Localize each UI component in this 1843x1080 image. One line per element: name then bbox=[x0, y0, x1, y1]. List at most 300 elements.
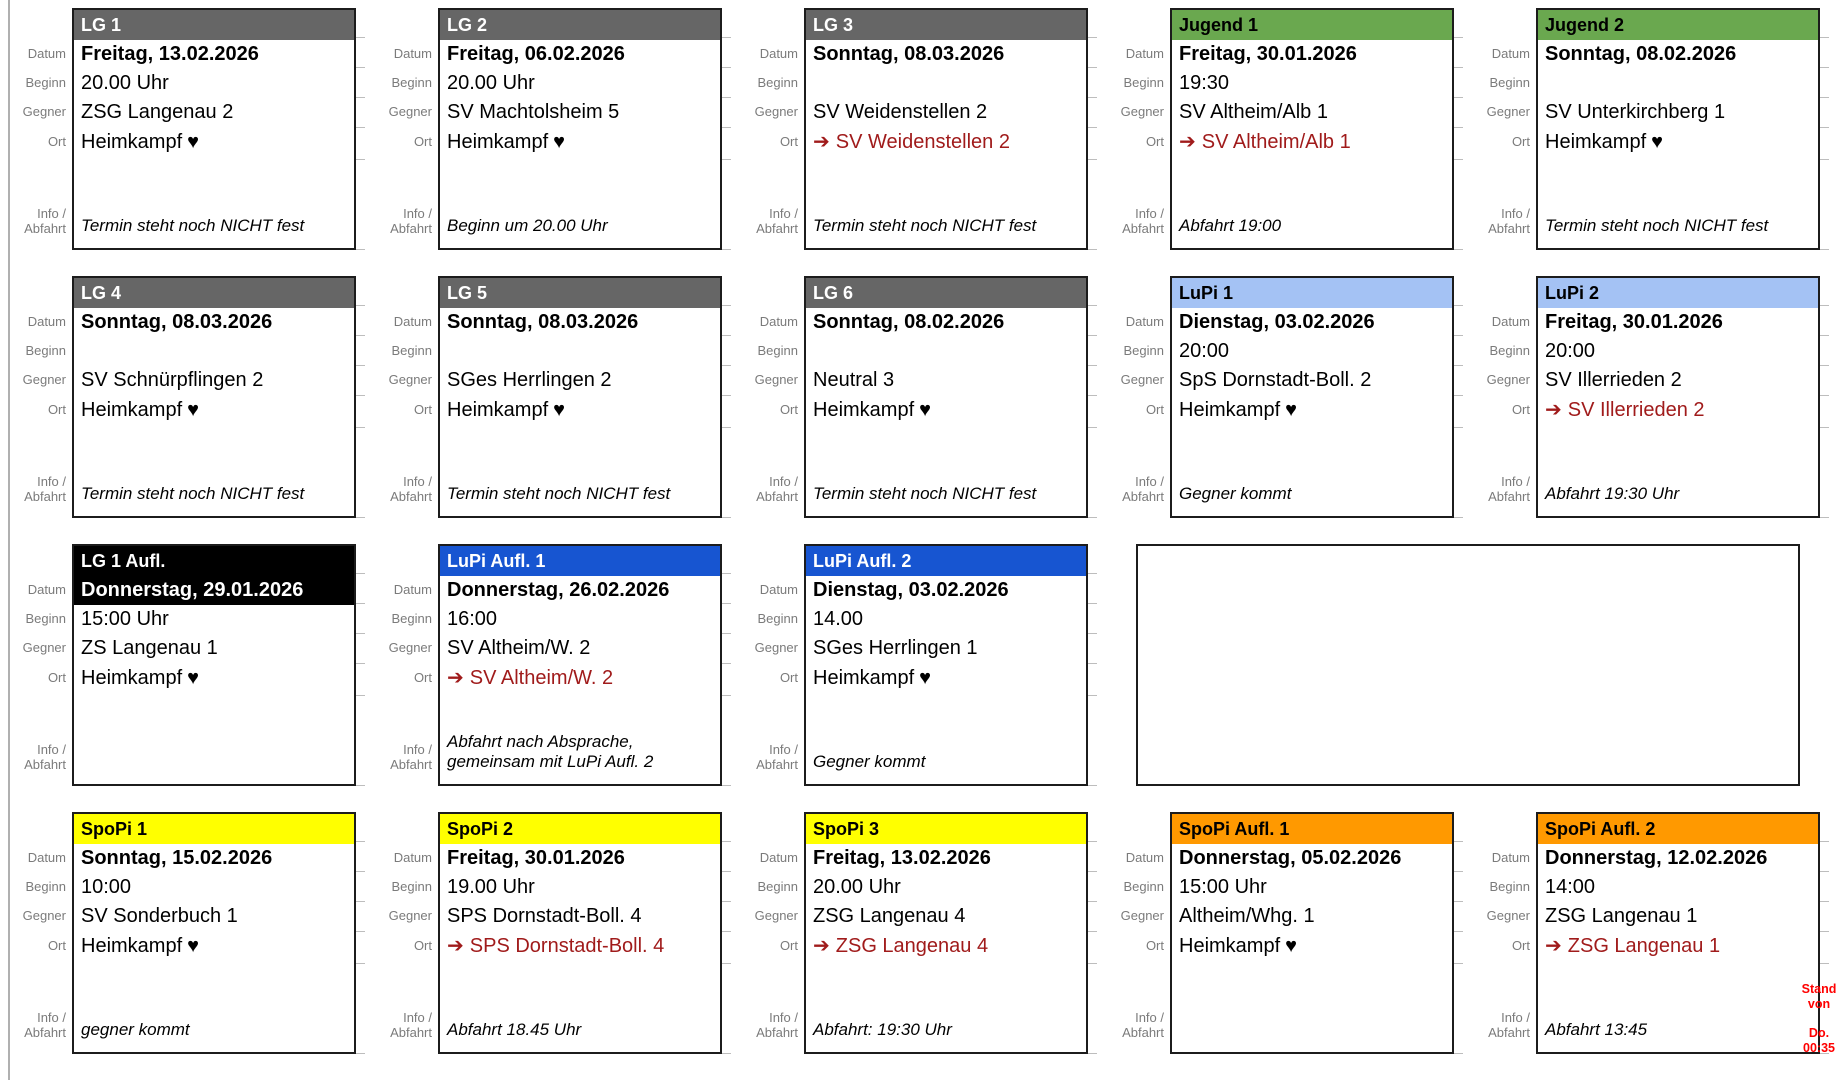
row-label-ort: Ort bbox=[779, 938, 798, 953]
row-label-datum: Datum bbox=[1125, 850, 1164, 865]
row-label-info-line1: Info / bbox=[1135, 474, 1164, 489]
row-label-datum: Datum bbox=[393, 582, 432, 597]
team-card-cell bbox=[1106, 8, 1472, 276]
tick bbox=[1820, 932, 1829, 964]
team-card bbox=[1536, 276, 1820, 518]
tick bbox=[356, 634, 365, 664]
card-info: Gegner kommt bbox=[813, 752, 926, 771]
team-card-cell bbox=[1472, 812, 1838, 1080]
away-arrow-icon: ➔ bbox=[1179, 131, 1196, 153]
card-ort-text: ZSG Langenau 1 bbox=[1567, 935, 1721, 957]
card-header: Jugend 2 bbox=[1538, 10, 1818, 40]
row-label-gegner: Gegner bbox=[754, 908, 798, 923]
row-label-gutter bbox=[1106, 8, 1170, 250]
gutter-header-spacer bbox=[1106, 276, 1164, 306]
card-info: Abfahrt 19:30 Uhr bbox=[1545, 484, 1680, 503]
team-card bbox=[804, 276, 1088, 518]
team-card-cell bbox=[740, 276, 1106, 544]
tick bbox=[1088, 336, 1097, 366]
card-info: Termin steht noch NICHT fest bbox=[81, 216, 305, 235]
card-gegner: Altheim/Whg. 1 bbox=[1179, 905, 1315, 927]
card-ort-text: Heimkampf bbox=[447, 399, 549, 421]
card-info: Termin steht noch NICHT fest bbox=[447, 484, 671, 503]
row-label-gutter bbox=[740, 812, 804, 1054]
card-ort-text: Heimkampf bbox=[1545, 131, 1647, 153]
row-label-info-line2: Abfahrt bbox=[756, 757, 798, 772]
tick bbox=[1088, 68, 1097, 98]
card-header: SpoPi 3 bbox=[806, 814, 1086, 844]
card-ort-text: SV Altheim/W. 2 bbox=[469, 667, 614, 689]
card-ort-text: Heimkampf bbox=[1179, 399, 1281, 421]
row-label-gutter bbox=[8, 812, 72, 1054]
tick bbox=[1820, 336, 1829, 366]
row-label-gutter bbox=[1472, 812, 1536, 1054]
tick bbox=[1820, 8, 1829, 38]
row-label-gegner: Gegner bbox=[22, 908, 66, 923]
tick bbox=[722, 428, 731, 518]
row-label-info bbox=[374, 692, 432, 786]
tick bbox=[1454, 160, 1463, 250]
card-header: LuPi 2 bbox=[1538, 278, 1818, 308]
row-label-gegner: Gegner bbox=[754, 104, 798, 119]
row-label-ort: Ort bbox=[47, 670, 66, 685]
row-label-info-line1: Info / bbox=[769, 474, 798, 489]
tick bbox=[1820, 68, 1829, 98]
tick bbox=[722, 842, 731, 872]
card-header: SpoPi 1 bbox=[74, 814, 354, 844]
row-label-gutter bbox=[1106, 812, 1170, 1054]
row-label-info-line2: Abfahrt bbox=[390, 757, 432, 772]
gutter-header-spacer bbox=[740, 812, 798, 842]
team-card-cell bbox=[374, 544, 740, 812]
stamp-line-3: Do. bbox=[1808, 1026, 1830, 1040]
card-ort bbox=[74, 127, 354, 158]
card-ort bbox=[440, 663, 720, 694]
row-tick-marks bbox=[722, 8, 731, 250]
row-label-info bbox=[374, 424, 432, 518]
tick bbox=[1088, 396, 1097, 428]
row-label-ort: Ort bbox=[1145, 938, 1164, 953]
row-label-gegner: Gegner bbox=[22, 104, 66, 119]
tick bbox=[356, 98, 365, 128]
team-card bbox=[72, 276, 356, 518]
row-label-info-line1: Info / bbox=[37, 474, 66, 489]
card-datum: Freitag, 13.02.2026 bbox=[81, 43, 259, 65]
card-gegner: ZS Langenau 1 bbox=[81, 637, 218, 659]
card-gegner: Neutral 3 bbox=[813, 369, 895, 391]
card-beginn: 19:30 bbox=[1179, 72, 1230, 94]
row-label-ort: Ort bbox=[779, 670, 798, 685]
card-beginn: 20:00 bbox=[1179, 340, 1230, 362]
card-gegner: SV Sonderbuch 1 bbox=[81, 905, 238, 927]
tick bbox=[1088, 872, 1097, 902]
tick bbox=[356, 336, 365, 366]
card-datum: Dienstag, 03.02.2026 bbox=[1179, 311, 1375, 333]
tick bbox=[356, 932, 365, 964]
card-gegner: ZSG Langenau 4 bbox=[813, 905, 966, 927]
card-info: Abfahrt: 19:30 Uhr bbox=[813, 1020, 952, 1039]
row-tick-marks bbox=[356, 544, 365, 786]
row-label-gegner: Gegner bbox=[1120, 372, 1164, 387]
card-beginn: 20.00 Uhr bbox=[813, 876, 901, 898]
row-label-ort: Ort bbox=[47, 938, 66, 953]
card-ort-text: Heimkampf bbox=[813, 667, 915, 689]
tick bbox=[722, 544, 731, 574]
card-datum: Sonntag, 08.02.2026 bbox=[1545, 43, 1737, 65]
row-label-beginn: Beginn bbox=[25, 75, 66, 90]
gutter-header-spacer bbox=[374, 276, 432, 306]
row-label-info-line2: Abfahrt bbox=[1122, 1025, 1164, 1040]
row-label-info-line1: Info / bbox=[1501, 1010, 1530, 1025]
row-label-gutter bbox=[1472, 8, 1536, 250]
row-label-ort: Ort bbox=[1511, 938, 1530, 953]
row-label-info-line2: Abfahrt bbox=[756, 1025, 798, 1040]
gutter-header-spacer bbox=[740, 276, 798, 306]
tick bbox=[1820, 396, 1829, 428]
row-label-beginn: Beginn bbox=[1489, 75, 1530, 90]
card-gegner: SV Machtolsheim 5 bbox=[447, 101, 620, 123]
card-datum: Donnerstag, 12.02.2026 bbox=[1545, 847, 1768, 869]
tick bbox=[722, 276, 731, 306]
row-tick-marks bbox=[1820, 8, 1829, 250]
row-label-info-line1: Info / bbox=[37, 742, 66, 757]
tick bbox=[1454, 842, 1463, 872]
tick bbox=[1820, 812, 1829, 842]
card-ort bbox=[1172, 395, 1452, 426]
row-label-beginn: Beginn bbox=[1489, 343, 1530, 358]
row-label-beginn: Beginn bbox=[757, 75, 798, 90]
row-label-gutter bbox=[374, 544, 438, 786]
card-ort bbox=[74, 931, 354, 962]
card-datum: Freitag, 30.01.2026 bbox=[1179, 43, 1357, 65]
tick bbox=[1820, 366, 1829, 396]
card-header: LG 4 bbox=[74, 278, 354, 308]
tick bbox=[1820, 306, 1829, 336]
tick bbox=[356, 664, 365, 696]
tick bbox=[1088, 842, 1097, 872]
card-gegner: SV Altheim/Alb 1 bbox=[1179, 101, 1328, 123]
row-label-beginn: Beginn bbox=[1123, 343, 1164, 358]
stamp-line-2: von bbox=[1807, 997, 1831, 1011]
heart-icon: ♥ bbox=[187, 131, 200, 153]
tick bbox=[722, 664, 731, 696]
card-datum: Donnerstag, 26.02.2026 bbox=[447, 579, 670, 601]
row-label-datum: Datum bbox=[759, 314, 798, 329]
card-ort-text: Heimkampf bbox=[81, 131, 183, 153]
card-ort-text: SV Altheim/Alb 1 bbox=[1201, 131, 1351, 153]
row-label-info bbox=[8, 960, 66, 1054]
gutter-header-spacer bbox=[1472, 812, 1530, 842]
team-card-cell bbox=[8, 8, 374, 276]
card-header: SpoPi Aufl. 2 bbox=[1538, 814, 1818, 844]
heart-icon: ♥ bbox=[1285, 399, 1298, 421]
row-label-beginn: Beginn bbox=[25, 611, 66, 626]
row-label-datum: Datum bbox=[759, 46, 798, 61]
heart-icon: ♥ bbox=[553, 131, 566, 153]
row-label-info bbox=[740, 156, 798, 250]
row-label-datum: Datum bbox=[1125, 46, 1164, 61]
tick bbox=[722, 696, 731, 786]
team-card bbox=[804, 544, 1088, 786]
row-label-ort: Ort bbox=[413, 670, 432, 685]
tick bbox=[722, 604, 731, 634]
card-ort bbox=[74, 395, 354, 426]
card-ort-text: SPS Dornstadt-Boll. 4 bbox=[469, 935, 665, 957]
card-info: Abfahrt 18.45 Uhr bbox=[447, 1020, 582, 1039]
card-beginn: 20:00 bbox=[1545, 340, 1596, 362]
card-beginn: 20.00 Uhr bbox=[81, 72, 169, 94]
row-label-beginn: Beginn bbox=[391, 343, 432, 358]
tick bbox=[356, 544, 365, 574]
row-label-beginn: Beginn bbox=[391, 611, 432, 626]
gutter-header-spacer bbox=[1472, 8, 1530, 38]
row-label-info-line1: Info / bbox=[769, 1010, 798, 1025]
card-datum: Freitag, 13.02.2026 bbox=[813, 847, 991, 869]
card-beginn: 16:00 bbox=[447, 608, 498, 630]
card-header: LG 3 bbox=[806, 10, 1086, 40]
row-label-gutter bbox=[740, 8, 804, 250]
team-card-cell bbox=[1106, 276, 1472, 544]
card-gegner: ZSG Langenau 2 bbox=[81, 101, 234, 123]
team-card bbox=[72, 812, 356, 1054]
card-header: LG 5 bbox=[440, 278, 720, 308]
row-label-beginn: Beginn bbox=[25, 879, 66, 894]
team-card bbox=[1536, 812, 1820, 1054]
team-card bbox=[72, 8, 356, 250]
row-tick-marks bbox=[1088, 544, 1097, 786]
row-label-ort: Ort bbox=[1511, 402, 1530, 417]
tick bbox=[1820, 842, 1829, 872]
row-label-info-line1: Info / bbox=[37, 1010, 66, 1025]
card-ort bbox=[806, 127, 1086, 158]
tick bbox=[1454, 68, 1463, 98]
team-card-cell bbox=[8, 544, 374, 812]
row-label-datum: Datum bbox=[393, 314, 432, 329]
row-label-info-line1: Info / bbox=[1135, 206, 1164, 221]
row-label-info bbox=[8, 692, 66, 786]
tick bbox=[1088, 98, 1097, 128]
tick bbox=[1454, 902, 1463, 932]
row-label-ort: Ort bbox=[1511, 134, 1530, 149]
tick bbox=[1454, 98, 1463, 128]
card-ort-text: Heimkampf bbox=[81, 667, 183, 689]
card-gegner: ZSG Langenau 1 bbox=[1545, 905, 1698, 927]
card-datum: Sonntag, 08.03.2026 bbox=[447, 311, 639, 333]
tick bbox=[1820, 98, 1829, 128]
row-label-info bbox=[374, 960, 432, 1054]
tick bbox=[1454, 812, 1463, 842]
row-label-gegner: Gegner bbox=[22, 640, 66, 655]
row-label-gegner: Gegner bbox=[388, 372, 432, 387]
team-card-cell bbox=[374, 276, 740, 544]
team-card-cell bbox=[8, 812, 374, 1080]
card-gegner: SPS Dornstadt-Boll. 4 bbox=[447, 905, 642, 927]
tick bbox=[356, 396, 365, 428]
row-label-datum: Datum bbox=[1125, 314, 1164, 329]
card-beginn: 15:00 Uhr bbox=[81, 608, 169, 630]
row-label-ort: Ort bbox=[413, 938, 432, 953]
row-label-gegner: Gegner bbox=[388, 104, 432, 119]
tick bbox=[1088, 604, 1097, 634]
card-beginn bbox=[806, 337, 1086, 366]
card-ort-text: Heimkampf bbox=[447, 131, 549, 153]
card-beginn bbox=[806, 69, 1086, 98]
row-label-ort: Ort bbox=[779, 402, 798, 417]
row-label-info-line2: Abfahrt bbox=[390, 489, 432, 504]
card-datum: Dienstag, 03.02.2026 bbox=[813, 579, 1009, 601]
tick bbox=[1088, 128, 1097, 160]
team-card bbox=[1170, 8, 1454, 250]
card-info: Termin steht noch NICHT fest bbox=[1545, 216, 1769, 235]
tick bbox=[356, 428, 365, 518]
tick bbox=[1820, 276, 1829, 306]
row-label-datum: Datum bbox=[27, 314, 66, 329]
tick bbox=[356, 872, 365, 902]
card-beginn bbox=[1538, 69, 1818, 98]
card-ort bbox=[74, 663, 354, 694]
tick bbox=[1820, 902, 1829, 932]
row-label-info bbox=[8, 424, 66, 518]
row-tick-marks bbox=[1454, 276, 1463, 518]
card-ort-text: SV Weidenstellen 2 bbox=[835, 131, 1010, 153]
card-info: gegner kommt bbox=[81, 1020, 190, 1039]
row-tick-marks bbox=[1454, 8, 1463, 250]
row-label-info-line2: Abfahrt bbox=[756, 221, 798, 236]
tick bbox=[722, 306, 731, 336]
card-info: Abfahrt 19:00 bbox=[1179, 216, 1282, 235]
tick bbox=[722, 98, 731, 128]
away-arrow-icon: ➔ bbox=[447, 667, 464, 689]
card-header: LG 6 bbox=[806, 278, 1086, 308]
row-label-info bbox=[8, 156, 66, 250]
row-label-info bbox=[1472, 156, 1530, 250]
row-label-info-line2: Abfahrt bbox=[1488, 1025, 1530, 1040]
row-label-gutter bbox=[740, 276, 804, 518]
tick bbox=[1088, 964, 1097, 1054]
tick bbox=[722, 902, 731, 932]
tick bbox=[1454, 932, 1463, 964]
row-label-info-line1: Info / bbox=[769, 206, 798, 221]
heart-icon: ♥ bbox=[1651, 131, 1664, 153]
card-datum: Freitag, 30.01.2026 bbox=[1545, 311, 1723, 333]
row-label-info bbox=[1106, 424, 1164, 518]
row-label-beginn: Beginn bbox=[757, 611, 798, 626]
team-card-cell bbox=[1106, 812, 1472, 1080]
team-card bbox=[438, 8, 722, 250]
tick bbox=[1454, 276, 1463, 306]
stamp-gap bbox=[1795, 1012, 1843, 1026]
row-label-gegner: Gegner bbox=[1486, 908, 1530, 923]
tick bbox=[722, 8, 731, 38]
gutter-header-spacer bbox=[8, 544, 66, 574]
tick bbox=[1088, 428, 1097, 518]
row-label-ort: Ort bbox=[1145, 402, 1164, 417]
heart-icon: ♥ bbox=[187, 667, 200, 689]
row-label-datum: Datum bbox=[1491, 46, 1530, 61]
tick bbox=[1088, 696, 1097, 786]
card-ort bbox=[806, 931, 1086, 962]
heart-icon: ♥ bbox=[919, 667, 932, 689]
card-ort bbox=[806, 663, 1086, 694]
tick bbox=[1088, 932, 1097, 964]
row-label-info-line1: Info / bbox=[403, 742, 432, 757]
tick bbox=[356, 696, 365, 786]
row-label-gegner: Gegner bbox=[1486, 104, 1530, 119]
card-beginn: 10:00 bbox=[81, 876, 132, 898]
card-info bbox=[1172, 962, 1452, 1052]
card-ort-text: SV Illerrieden 2 bbox=[1567, 399, 1705, 421]
team-card-cell bbox=[740, 812, 1106, 1080]
gutter-header-spacer bbox=[8, 812, 66, 842]
row-label-info-line1: Info / bbox=[403, 1010, 432, 1025]
row-label-gutter bbox=[8, 544, 72, 786]
team-card-cell bbox=[1472, 8, 1838, 276]
card-ort bbox=[1538, 931, 1818, 962]
tick bbox=[1088, 574, 1097, 604]
gutter-header-spacer bbox=[374, 544, 432, 574]
tick bbox=[722, 872, 731, 902]
tick bbox=[1820, 160, 1829, 250]
tick bbox=[1454, 336, 1463, 366]
tick bbox=[1088, 544, 1097, 574]
card-gegner: SV Unterkirchberg 1 bbox=[1545, 101, 1726, 123]
row-label-datum: Datum bbox=[1491, 850, 1530, 865]
row-label-gegner: Gegner bbox=[22, 372, 66, 387]
row-label-info-line2: Abfahrt bbox=[1122, 221, 1164, 236]
card-datum: Sonntag, 08.03.2026 bbox=[813, 43, 1005, 65]
tick bbox=[356, 574, 365, 604]
empty-schedule-cell bbox=[1106, 544, 1838, 812]
card-beginn: 20.00 Uhr bbox=[447, 72, 535, 94]
card-gegner: SGes Herrlingen 1 bbox=[813, 637, 978, 659]
row-tick-marks bbox=[1088, 276, 1097, 518]
row-label-info-line1: Info / bbox=[403, 206, 432, 221]
row-label-info bbox=[740, 960, 798, 1054]
card-header: LuPi 1 bbox=[1172, 278, 1452, 308]
tick bbox=[356, 38, 365, 68]
tick bbox=[356, 8, 365, 38]
card-datum: Sonntag, 08.03.2026 bbox=[81, 311, 273, 333]
empty-card-box bbox=[1136, 544, 1800, 786]
card-ort-text: Heimkampf bbox=[813, 399, 915, 421]
row-label-datum: Datum bbox=[1491, 314, 1530, 329]
row-label-datum: Datum bbox=[393, 850, 432, 865]
card-gegner: SV Weidenstellen 2 bbox=[813, 101, 988, 123]
tick bbox=[356, 366, 365, 396]
row-label-info-line1: Info / bbox=[769, 742, 798, 757]
row-label-beginn: Beginn bbox=[1123, 75, 1164, 90]
tick bbox=[1820, 428, 1829, 518]
team-card-cell bbox=[1472, 276, 1838, 544]
row-label-info-line2: Abfahrt bbox=[390, 221, 432, 236]
tick bbox=[722, 38, 731, 68]
row-tick-marks bbox=[1088, 8, 1097, 250]
tick bbox=[1454, 306, 1463, 336]
tick bbox=[1088, 8, 1097, 38]
card-gegner: SV Schnürpflingen 2 bbox=[81, 369, 264, 391]
card-datum: Donnerstag, 29.01.2026 bbox=[74, 576, 354, 605]
row-label-beginn: Beginn bbox=[1489, 879, 1530, 894]
row-label-info-line2: Abfahrt bbox=[24, 489, 66, 504]
row-tick-marks bbox=[722, 812, 731, 1054]
card-info: Abfahrt nach Absprache, gemeinsam mit LuPi Aufl. 2 bbox=[447, 732, 654, 771]
gutter-header-spacer bbox=[374, 812, 432, 842]
row-label-ort: Ort bbox=[413, 402, 432, 417]
row-label-beginn: Beginn bbox=[757, 879, 798, 894]
card-beginn: 19.00 Uhr bbox=[447, 876, 535, 898]
row-label-info bbox=[740, 692, 798, 786]
tick bbox=[1088, 366, 1097, 396]
